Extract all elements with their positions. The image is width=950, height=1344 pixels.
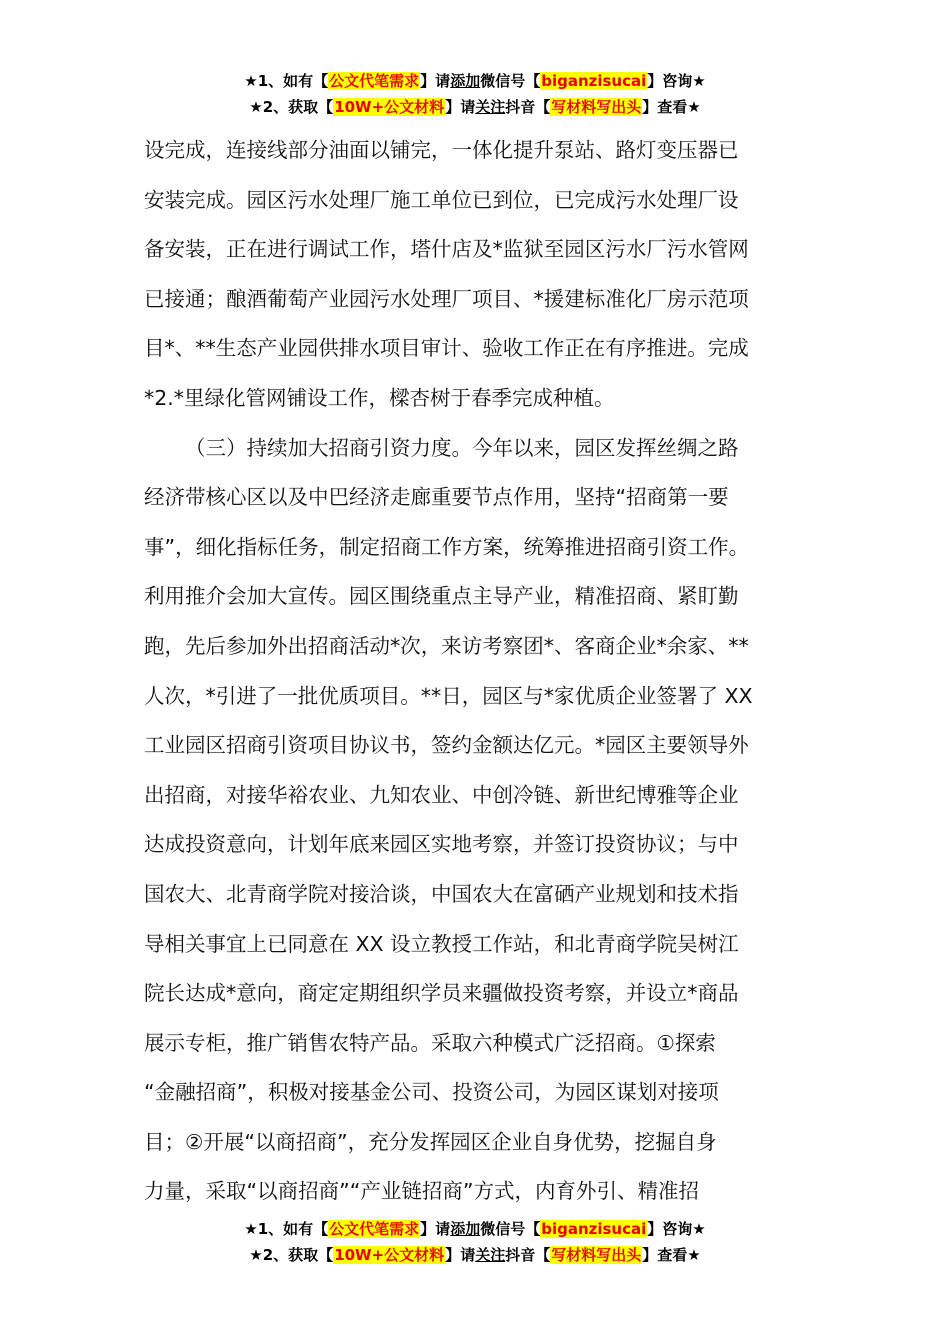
banner-highlight-wechat-id: biganzisucai bbox=[541, 72, 647, 90]
body-line: 展示专柜，推广销售农特产品。采取六种模式广泛招商。①探索 bbox=[144, 1030, 716, 1055]
body-line: 力量，采取“以商招商”“产业链招商”方式，内育外引、精准招 bbox=[144, 1179, 699, 1204]
body-line: 安装完成。园区污水处理厂施工单位已到位，已完成污水处理厂设 bbox=[144, 187, 739, 212]
body-line: 出招商，对接华裕农业、九知农业、中创冷链、新世纪博雅等企业 bbox=[144, 782, 739, 807]
footer-banner bbox=[0, 1216, 950, 1268]
body-line: 利用推介会加大宣传。园区围绕重点主导产业，精准招商、紧盯勤 bbox=[144, 584, 739, 609]
body-line: “金融招商”，积极对接基金公司、投资公司，为园区谋划对接项 bbox=[144, 1080, 719, 1105]
body-line: 目；②开展“以商招商”，充分发挥园区企业自身优势，挖掘自身 bbox=[144, 1129, 717, 1154]
body-line: 已接通；酿酒葡萄产业园污水处理厂项目、*援建标准化厂房示范项 bbox=[144, 286, 749, 311]
banner-highlight-douyin-account: 写材料写出头 bbox=[551, 98, 642, 116]
body-line: 设完成，连接线部分油面以铺完，一体化提升泵站、路灯变压器已 bbox=[144, 138, 739, 162]
banner-highlight-service: 公文代笔需求 bbox=[329, 72, 420, 90]
section-heading-line: （三）持续加大招商引资力度。今年以来，园区发挥丝绸之路 bbox=[185, 435, 739, 460]
banner-highlight-service: 公文代笔需求 bbox=[329, 1220, 420, 1238]
banner-highlight-douyin-account: 写材料写出头 bbox=[551, 1246, 642, 1264]
body-line: 事”，细化指标任务，制定招商工作方案，统筹推进招商引资工作。 bbox=[144, 534, 750, 559]
body-line: 达成投资意向，计划年底来园区实地考察，并签订投资协议；与中 bbox=[144, 832, 739, 857]
body-line: 跑，先后参加外出招商活动*次，来访考察团*、客商企业*余家、** bbox=[144, 633, 749, 658]
body-line: *2.*里绿化管网铺设工作，樑杏树于春季完成种植。 bbox=[144, 385, 615, 410]
header-banner bbox=[0, 68, 950, 120]
banner-highlight-materials: 10W+公文材料 bbox=[334, 98, 445, 116]
banner-highlight-materials: 10W+公文材料 bbox=[334, 1246, 445, 1264]
body-line: 备安装，正在进行调试工作，塔什店及*监狱至园区污水厂污水管网 bbox=[144, 237, 749, 262]
document-body bbox=[144, 126, 814, 1217]
body-line: 经济带核心区以及中巴经济走廊重要节点作用，坚持“招商第一要 bbox=[144, 485, 729, 510]
banner-highlight-wechat-id: biganzisucai bbox=[541, 1220, 647, 1238]
body-line: 院长达成*意向，商定定期组织学员来疆做投资考察，并设立*商品 bbox=[144, 981, 739, 1006]
body-line: 导相关事宜上已同意在 XX 设立教授工作站，和北青商学院吴树江 bbox=[144, 931, 739, 956]
banner-line-1: ★1、如有【公文代笔需求】请添加微信号【biganzisucai】咨询★ bbox=[244, 72, 706, 90]
body-line: 目*、**生态产业园供排水项目审计、验收工作正在有序推进。完成 bbox=[144, 336, 749, 361]
banner-line-1: ★1、如有【公文代笔需求】请添加微信号【biganzisucai】咨询★ bbox=[244, 1220, 706, 1238]
body-line: 工业园区招商引资项目协议书，签约金额达亿元。*园区主要领导外 bbox=[144, 733, 749, 758]
body-line: 人次，*引进了一批优质项目。**日，园区与*家优质企业签署了 XX bbox=[144, 683, 753, 708]
banner-line-2: ★2、获取【10W+公文材料】请关注抖音【写材料写出头】查看★ bbox=[249, 1246, 701, 1264]
body-line: 国农大、北青商学院对接洽谈，中国农大在富硒产业规划和技术指 bbox=[144, 881, 739, 906]
banner-line-2: ★2、获取【10W+公文材料】请关注抖音【写材料写出头】查看★ bbox=[249, 98, 701, 116]
